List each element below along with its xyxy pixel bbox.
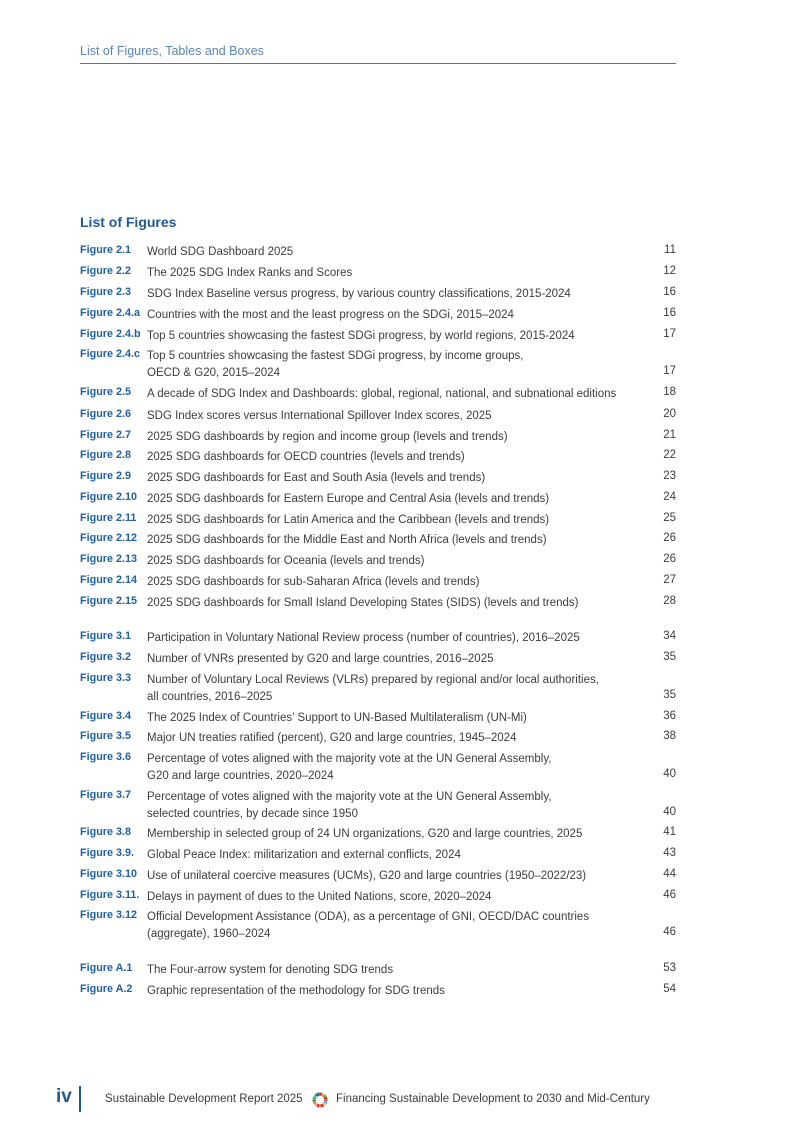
figure-title-line: Number of VNRs presented by G20 and large countries, 2016–2025	[147, 653, 494, 665]
figure-number: Figure 2.4.b	[80, 328, 141, 340]
figure-entry[interactable]	[80, 449, 677, 466]
figure-page-number: 46	[663, 889, 676, 901]
figure-title	[147, 470, 647, 487]
figure-title	[147, 265, 647, 282]
figure-title-line: The 2025 Index of Countries’ Support to UN-Based Multilateralism (UN-Mi)	[147, 712, 527, 724]
figure-title	[147, 574, 647, 591]
figure-title	[147, 595, 647, 612]
section-title: List of Figures	[80, 214, 177, 230]
figure-entry[interactable]	[80, 532, 677, 549]
figure-number: Figure 2.15	[80, 595, 138, 607]
figure-page-number: 26	[663, 553, 676, 565]
page-number: iv	[56, 1086, 72, 1107]
figure-number: Figure 3.5	[80, 730, 132, 742]
figure-page-number: 28	[663, 595, 676, 607]
figure-number: Figure 2.7	[80, 429, 132, 441]
figure-title	[147, 286, 647, 303]
figure-number: Figure 2.10	[80, 491, 138, 503]
figure-number: Figure 3.10	[80, 868, 138, 880]
figure-entry[interactable]	[80, 909, 677, 943]
figure-page-number: 44	[663, 868, 676, 880]
figure-page-number: 23	[663, 470, 676, 482]
figure-title-line: SDG Index scores versus International Spillover Index scores, 2025	[147, 410, 492, 422]
figure-entry[interactable]	[80, 710, 677, 727]
figure-title-line: 2025 SDG dashboards for OECD countries (levels and trends)	[147, 451, 465, 463]
figure-number: Figure A.1	[80, 962, 133, 974]
figure-number: Figure 2.8	[80, 449, 132, 461]
figure-entry[interactable]	[80, 286, 677, 303]
figure-title	[147, 307, 647, 324]
figure-entry[interactable]	[80, 244, 677, 261]
figure-number: Figure 2.4.a	[80, 307, 141, 319]
figure-entry[interactable]	[80, 889, 677, 906]
figure-entry[interactable]	[80, 348, 677, 382]
figure-title	[147, 429, 647, 446]
figure-title	[147, 983, 647, 1000]
figure-number: Figure 2.2	[80, 265, 132, 277]
figure-page-number: 38	[663, 730, 676, 742]
figure-title-line: Percentage of votes aligned with the majority vote at the UN General Assembly,	[147, 753, 552, 765]
figure-number: Figure 2.5	[80, 386, 132, 398]
figure-entry[interactable]	[80, 983, 677, 1000]
figure-title	[147, 328, 647, 345]
figure-number: Figure 2.1	[80, 244, 132, 256]
figure-page-number: 17	[663, 365, 676, 377]
figure-number: Figure 3.6	[80, 751, 132, 763]
figure-page-number: 16	[663, 307, 676, 319]
sdg-wheel-segment	[319, 1104, 321, 1107]
figure-entry[interactable]	[80, 574, 677, 591]
figure-page-number: 18	[663, 386, 676, 398]
figure-title-line: Number of Voluntary Local Reviews (VLRs) prepared by regional and/or local authorities,	[147, 674, 599, 686]
figure-entry[interactable]	[80, 962, 677, 979]
figure-entry[interactable]	[80, 512, 677, 529]
figure-title	[147, 651, 647, 668]
figure-title-line: all countries, 2016–2025	[147, 691, 273, 703]
figure-title-line: 2025 SDG dashboards for the Middle East and North Africa (levels and trends)	[147, 534, 547, 546]
figure-title	[147, 730, 647, 747]
figure-title	[147, 553, 647, 570]
figure-number: Figure 2.3	[80, 286, 132, 298]
figure-page-number: 16	[663, 286, 676, 298]
figure-title-line: selected countries, by decade since 1950	[147, 808, 358, 820]
figure-page-number: 41	[663, 826, 676, 838]
running-header: List of Figures, Tables and Boxes	[80, 44, 264, 58]
footer-report-title: Sustainable Development Report 2025	[105, 1093, 303, 1105]
figure-page-number: 20	[663, 408, 676, 420]
figure-title-line: Official Development Assistance (ODA), as a percentage of GNI, OECD/DAC countries	[147, 911, 590, 923]
figure-page-number: 53	[663, 962, 676, 974]
figure-title	[147, 847, 647, 864]
figure-title-line: Delays in payment of dues to the United Nations, score, 2020–2024	[147, 891, 492, 903]
sdg-wheel-segment	[324, 1099, 327, 1101]
figure-page-number: 35	[663, 651, 676, 663]
figure-number: Figure 2.6	[80, 408, 132, 420]
figure-entry[interactable]	[80, 429, 677, 446]
figure-title	[147, 710, 647, 727]
figure-title-line: The Four-arrow system for denoting SDG trends	[147, 964, 394, 976]
figure-title	[147, 244, 647, 261]
figure-title-line: 2025 SDG dashboards by region and income group (levels and trends)	[147, 431, 508, 443]
figure-title-line: G20 and large countries, 2020–2024	[147, 770, 334, 782]
figure-page-number: 24	[663, 491, 676, 503]
figure-entry[interactable]	[80, 789, 677, 823]
figure-page-number: 21	[663, 429, 676, 441]
figure-number: Figure 3.7	[80, 789, 132, 801]
figure-entry[interactable]	[80, 408, 677, 425]
figure-title	[147, 408, 647, 425]
figure-title-line: Graphic representation of the methodology for SDG trends	[147, 985, 445, 997]
figure-number: Figure 3.12	[80, 909, 138, 921]
figure-title	[147, 962, 647, 979]
figure-page-number: 26	[663, 532, 676, 544]
figure-title-line: A decade of SDG Index and Dashboards: global, regional, national, and subnational editions	[147, 388, 617, 400]
figure-number: Figure 3.9.	[80, 847, 135, 859]
figure-title-line: (aggregate), 1960–2024	[147, 928, 271, 940]
figure-page-number: 40	[663, 806, 676, 818]
figure-page-number: 36	[663, 710, 676, 722]
figure-page-number: 27	[663, 574, 676, 586]
figure-entry[interactable]	[80, 630, 677, 647]
figure-title-line: SDG Index Baseline versus progress, by various country classifications, 2015-2024	[147, 288, 571, 300]
figure-title-line: Countries with the most and the least progress on the SDGi, 2015–2024	[147, 309, 514, 321]
figure-number: Figure 3.11.	[80, 889, 140, 901]
figure-title-line: The 2025 SDG Index Ranks and Scores	[147, 267, 353, 279]
figure-page-number: 17	[663, 328, 676, 340]
figure-title-line: Top 5 countries showcasing the fastest SDGi progress, by income groups,	[147, 350, 524, 362]
figure-title	[147, 672, 647, 706]
figure-page-number: 11	[664, 244, 676, 256]
figure-entry[interactable]	[80, 491, 677, 508]
figure-entry[interactable]	[80, 328, 677, 345]
figure-title	[147, 909, 647, 943]
figure-number: Figure 3.8	[80, 826, 132, 838]
footer-divider	[79, 1086, 81, 1112]
figure-number: Figure 2.4.c	[80, 348, 141, 360]
figure-title-line: 2025 SDG dashboards for East and South Asia (levels and trends)	[147, 472, 486, 484]
figure-entry[interactable]	[80, 651, 677, 668]
figure-number: Figure 3.2	[80, 651, 132, 663]
figure-title-line: OECD & G20, 2015–2024	[147, 367, 280, 379]
figure-title-line: Top 5 countries showcasing the fastest SDGi progress, by world regions, 2015-2024	[147, 330, 575, 342]
figure-page-number: 22	[663, 449, 676, 461]
figure-title	[147, 386, 647, 403]
figure-number: Figure 2.12	[80, 532, 138, 544]
figure-title	[147, 532, 647, 549]
figure-title-line: Percentage of votes aligned with the majority vote at the UN General Assembly,	[147, 791, 552, 803]
figure-entry[interactable]	[80, 307, 677, 324]
figure-number: Figure 2.9	[80, 470, 132, 482]
figure-entry[interactable]	[80, 847, 677, 864]
figure-number: Figure 2.11	[80, 512, 137, 524]
figure-title	[147, 826, 647, 843]
figure-title	[147, 449, 647, 466]
figure-title-line: Membership in selected group of 24 UN organizations, G20 and large countries, 2025	[147, 828, 583, 840]
figure-title	[147, 630, 647, 647]
sdg-wheel-icon	[312, 1092, 328, 1108]
figure-title-line: Major UN treaties ratified (percent), G20 and large countries, 1945–2024	[147, 732, 517, 744]
figure-entry[interactable]	[80, 595, 677, 612]
figure-title	[147, 512, 647, 529]
figure-number: Figure A.2	[80, 983, 133, 995]
figure-title	[147, 889, 647, 906]
figure-number: Figure 2.14	[80, 574, 138, 586]
figure-page-number: 34	[663, 630, 676, 642]
figure-title	[147, 751, 647, 785]
figure-number: Figure 3.3	[80, 672, 132, 684]
figure-entry[interactable]	[80, 826, 677, 843]
figure-title-line: World SDG Dashboard 2025	[147, 246, 294, 258]
figure-entry[interactable]	[80, 868, 677, 885]
figure-entry[interactable]	[80, 470, 677, 487]
figure-title-line: Participation in Voluntary National Review process (number of countries), 2016–2025	[147, 632, 580, 644]
figure-entry[interactable]	[80, 386, 677, 403]
figure-title-line: Global Peace Index: militarization and external conflicts, 2024	[147, 849, 461, 861]
figure-title-line: 2025 SDG dashboards for Eastern Europe and Central Asia (levels and trends)	[147, 493, 550, 505]
figure-page-number: 12	[663, 265, 676, 277]
figure-title	[147, 348, 647, 382]
figure-page-number: 54	[663, 983, 676, 995]
figure-entry[interactable]	[80, 730, 677, 747]
footer-subtitle: Financing Sustainable Development to 2030 and Mid-Century	[336, 1093, 650, 1105]
figure-entry[interactable]	[80, 751, 677, 785]
figure-page-number: 25	[663, 512, 676, 524]
figure-title-line: Use of unilateral coercive measures (UCMs), G20 and large countries (1950–2022/23)	[147, 870, 587, 882]
figure-title	[147, 868, 647, 885]
figure-number: Figure 3.4	[80, 710, 132, 722]
figure-page-number: 35	[663, 689, 676, 701]
figure-page-number: 40	[663, 768, 676, 780]
figure-title-line: 2025 SDG dashboards for Oceania (levels and trends)	[147, 555, 425, 567]
figure-title-line: 2025 SDG dashboards for sub-Saharan Africa (levels and trends)	[147, 576, 480, 588]
figure-number: Figure 2.13	[80, 553, 138, 565]
figure-page-number: 46	[663, 926, 676, 938]
figure-title	[147, 789, 647, 823]
figure-entry[interactable]	[80, 265, 677, 282]
figure-entry[interactable]	[80, 672, 677, 706]
figure-entry[interactable]	[80, 553, 677, 570]
figure-page-number: 43	[663, 847, 676, 859]
figure-number: Figure 3.1	[80, 630, 132, 642]
figure-title-line: 2025 SDG dashboards for Small Island Developing States (SIDS) (levels and trends)	[147, 597, 579, 609]
figure-title-line: 2025 SDG dashboards for Latin America and the Caribbean (levels and trends)	[147, 514, 550, 526]
figure-title	[147, 491, 647, 508]
